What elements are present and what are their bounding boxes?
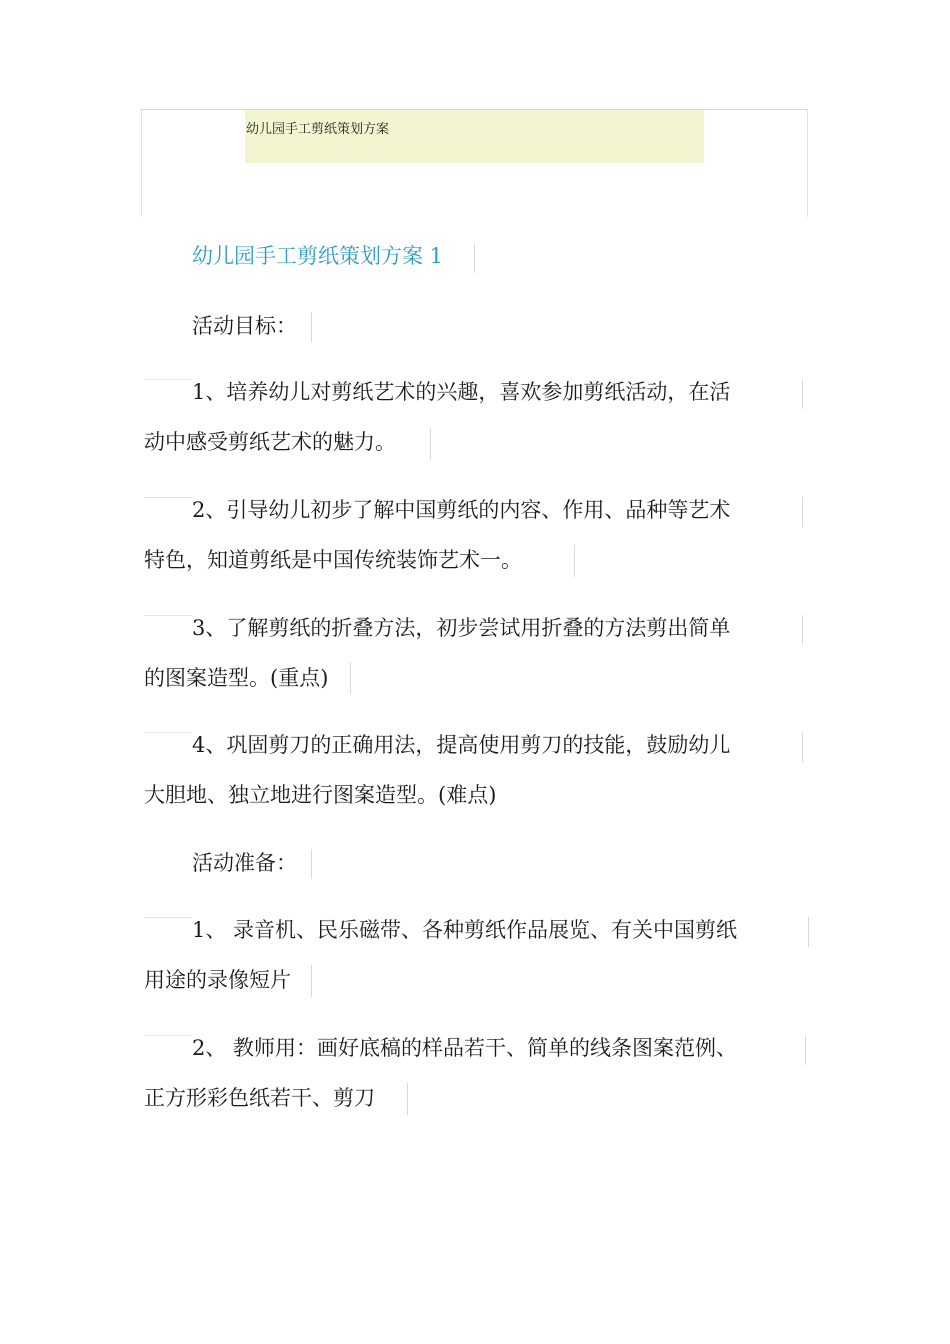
text-boundary-mark <box>311 965 312 997</box>
goal-item-2 <box>144 485 730 585</box>
text-boundary-mark <box>311 849 312 879</box>
header-title: 幼儿园手工剪纸策划方案 <box>246 122 390 137</box>
goal-item-3-line-2: 的图案造型。(重点) <box>144 666 329 690</box>
goal-item-1-line-2: 动中感受剪纸艺术的魅力。 <box>144 430 396 454</box>
goal-item-1-line-1: 1、培养幼儿对剪纸艺术的兴趣，喜欢参加剪纸活动，在活 <box>192 380 731 404</box>
prep-item-2-line-2: 正方形彩色纸若干、剪刀 <box>144 1086 375 1110</box>
goal-item-2-line-1: 2、引导幼儿初步了解中国剪纸的内容、作用、品种等艺术 <box>192 498 731 522</box>
goal-item-4 <box>144 720 730 820</box>
text-boundary-mark <box>574 545 575 577</box>
section-heading: 幼儿园手工剪纸策划方案 1 <box>192 244 444 268</box>
goal-item-1 <box>144 367 730 467</box>
text-boundary-mark <box>350 662 351 694</box>
goal-item-3-line-1: 3、了解剪纸的折叠方法，初步尝试用折叠的方法剪出简单 <box>192 616 731 640</box>
text-boundary-mark <box>805 1035 806 1065</box>
prep-item-1-line-2: 用途的录像短片 <box>144 968 291 992</box>
prep-item-1 <box>144 905 737 1005</box>
text-boundary-mark <box>474 243 475 273</box>
text-boundary-mark <box>802 497 803 527</box>
prep-item-2 <box>144 1023 737 1123</box>
goal-item-4-line-1: 4、巩固剪刀的正确用法，提高使用剪刀的技能，鼓励幼儿 <box>192 733 731 757</box>
prep-label: 活动准备： <box>192 851 297 875</box>
goal-item-3 <box>144 603 730 703</box>
text-boundary-mark <box>430 428 431 460</box>
text-boundary-mark <box>311 312 312 342</box>
text-boundary-mark <box>407 1083 408 1115</box>
prep-item-1-line-1: 1、 录音机、民乐磁带、各种剪纸作品展览、有关中国剪纸 <box>192 918 738 942</box>
goal-item-4-line-2: 大胆地、独立地进行图案造型。(难点) <box>144 783 497 807</box>
goal-item-2-line-2: 特色，知道剪纸是中国传统装饰艺术一。 <box>144 548 522 572</box>
text-boundary-mark <box>808 917 809 947</box>
goals-label: 活动目标： <box>192 314 297 338</box>
text-boundary-mark <box>802 379 803 409</box>
prep-item-2-line-1: 2、 教师用：画好底稿的样品若干、简单的线条图案范例、 <box>192 1036 738 1060</box>
text-boundary-mark <box>802 732 803 762</box>
text-boundary-mark <box>802 615 803 645</box>
